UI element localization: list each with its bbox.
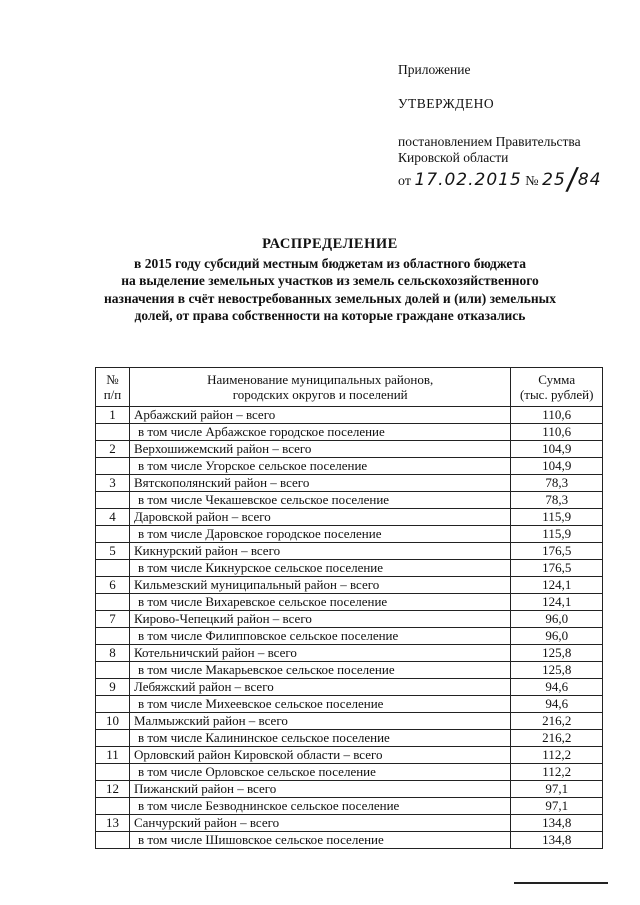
row-number: 7 [96,611,130,628]
heading-line-1: в 2015 году субсидий местным бюджетам из областного бюджета [134,255,526,271]
table-row [96,458,603,475]
handwritten-number-part-1: 25 [542,170,566,190]
row-name: Санчурский район – всего [129,815,510,832]
header-name-line-1: Наименование муниципальных районов, [207,372,434,387]
row-sum: 78,3 [511,492,603,509]
handwritten-date: 17.02.2015 [414,170,522,190]
table-row [96,475,603,492]
handwritten-number-part-2: 84 [577,170,602,190]
row-sum: 110,6 [511,424,603,441]
table-row [96,781,603,798]
row-name: Арбажский район – всего [129,407,510,424]
row-number [96,594,130,611]
heading-line-3: назначения в счёт невостребованных земельных долей и (или) земельных [104,290,556,306]
row-name: Вятскополянский район – всего [129,475,510,492]
table-row [96,526,603,543]
row-number [96,662,130,679]
slash-separator: / [564,162,580,197]
table-row [96,492,603,509]
row-sum: 115,9 [511,526,603,543]
table-row [96,747,603,764]
table-row [96,798,603,815]
heading-line-4: долей, от права собственности на которые граждане отказались [134,308,526,323]
table-row [96,594,603,611]
row-name: в том числе Даровское городское поселение [129,526,510,543]
appendix-label: Приложение [398,62,471,77]
row-name: в том числе Кикнурское сельское поселение [129,560,510,577]
row-name: Кирово-Чепецкий район – всего [129,611,510,628]
table-row [96,611,603,628]
document-heading [70,236,590,325]
row-sum: 112,2 [511,747,603,764]
row-sum: 176,5 [511,543,603,560]
row-number: 5 [96,543,130,560]
approved-label: УТВЕРЖДЕНО [398,96,495,111]
row-number [96,696,130,713]
row-name: Даровской район – всего [129,509,510,526]
row-number: 10 [96,713,130,730]
row-sum: 96,0 [511,628,603,645]
approval-block [398,62,628,197]
row-sum: 216,2 [511,713,603,730]
table-row [96,696,603,713]
row-number [96,764,130,781]
row-sum: 115,9 [511,509,603,526]
table-row [96,628,603,645]
row-name: Верхошижемский район – всего [129,441,510,458]
row-sum: 124,1 [511,594,603,611]
row-number [96,424,130,441]
heading-line-2: на выделение земельных участков из земель сельскохозяйственного [121,273,539,288]
row-name: в том числе Орловское сельское поселение [129,764,510,781]
table-row [96,407,603,424]
row-sum: 216,2 [511,730,603,747]
table-row [96,424,603,441]
row-sum: 94,6 [511,696,603,713]
table-row [96,560,603,577]
table-body [96,407,603,849]
header-number [96,368,130,407]
row-number [96,560,130,577]
table-row [96,730,603,747]
row-name: в том числе Угорское сельское поселение [129,458,510,475]
row-name: в том числе Макарьевское сельское поселение [129,662,510,679]
row-number: 11 [96,747,130,764]
row-number: 1 [96,407,130,424]
approved-by-line-1: постановлением Правительства [398,134,581,149]
header-name [129,368,510,407]
row-sum: 125,8 [511,645,603,662]
header-sum-line-2: (тыс. рублей) [519,387,594,402]
row-number [96,492,130,509]
header-number-line-1: № [106,372,119,387]
table-row [96,713,603,730]
row-sum: 134,8 [511,815,603,832]
row-number: 3 [96,475,130,492]
row-number [96,628,130,645]
row-number [96,832,130,849]
row-sum: 176,5 [511,560,603,577]
row-name: в том числе Вихаревское сельское поселение [129,594,510,611]
row-sum: 134,8 [511,832,603,849]
row-number: 6 [96,577,130,594]
row-sum: 124,1 [511,577,603,594]
table-row [96,441,603,458]
decree-date-number [398,162,628,197]
table-row [96,662,603,679]
table-row [96,679,603,696]
row-name: Кильмезский муниципальный район – всего [129,577,510,594]
row-name: Котельничский район – всего [129,645,510,662]
footer-rule [514,882,608,884]
row-number: 8 [96,645,130,662]
header-name-line-2: городских округов и поселений [232,387,408,402]
row-name: в том числе Калининское сельское поселение [129,730,510,747]
row-name: в том числе Михеевское сельское поселение [129,696,510,713]
subsidy-table [95,367,603,849]
header-number-line-2: п/п [103,387,122,402]
row-name: в том числе Безводнинское сельское поселение [129,798,510,815]
header-sum-line-1: Сумма [538,372,576,387]
date-prefix: от [398,174,411,189]
table-row [96,832,603,849]
table-row [96,543,603,560]
table-row [96,815,603,832]
row-sum: 112,2 [511,764,603,781]
table-row [96,645,603,662]
row-name: в том числе Филипповское сельское поселение [129,628,510,645]
heading-title: РАСПРЕДЕЛЕНИЕ [262,236,398,252]
row-number [96,526,130,543]
row-sum: 78,3 [511,475,603,492]
header-sum [511,368,603,407]
approved-by-line-2: Кировской области [398,150,509,165]
row-sum: 104,9 [511,458,603,475]
row-name: Кикнурский район – всего [129,543,510,560]
row-number: 4 [96,509,130,526]
table-header-row [96,368,603,407]
row-name: в том числе Чекашевское сельское поселение [129,492,510,509]
row-number [96,458,130,475]
row-sum: 97,1 [511,798,603,815]
row-number: 9 [96,679,130,696]
row-number: 12 [96,781,130,798]
row-name: в том числе Шишовское сельское поселение [129,832,510,849]
row-number [96,730,130,747]
row-number: 2 [96,441,130,458]
row-number: 13 [96,815,130,832]
table-row [96,509,603,526]
number-prefix: № [525,174,539,189]
row-sum: 110,6 [511,407,603,424]
table-row [96,577,603,594]
row-sum: 97,1 [511,781,603,798]
row-name: Лебяжский район – всего [129,679,510,696]
row-name: Малмыжский район – всего [129,713,510,730]
row-sum: 104,9 [511,441,603,458]
row-name: Пижанский район – всего [129,781,510,798]
row-sum: 125,8 [511,662,603,679]
table-row [96,764,603,781]
row-number [96,798,130,815]
row-sum: 96,0 [511,611,603,628]
row-sum: 94,6 [511,679,603,696]
row-name: в том числе Арбажское городское поселение [129,424,510,441]
row-name: Орловский район Кировской области – всего [129,747,510,764]
